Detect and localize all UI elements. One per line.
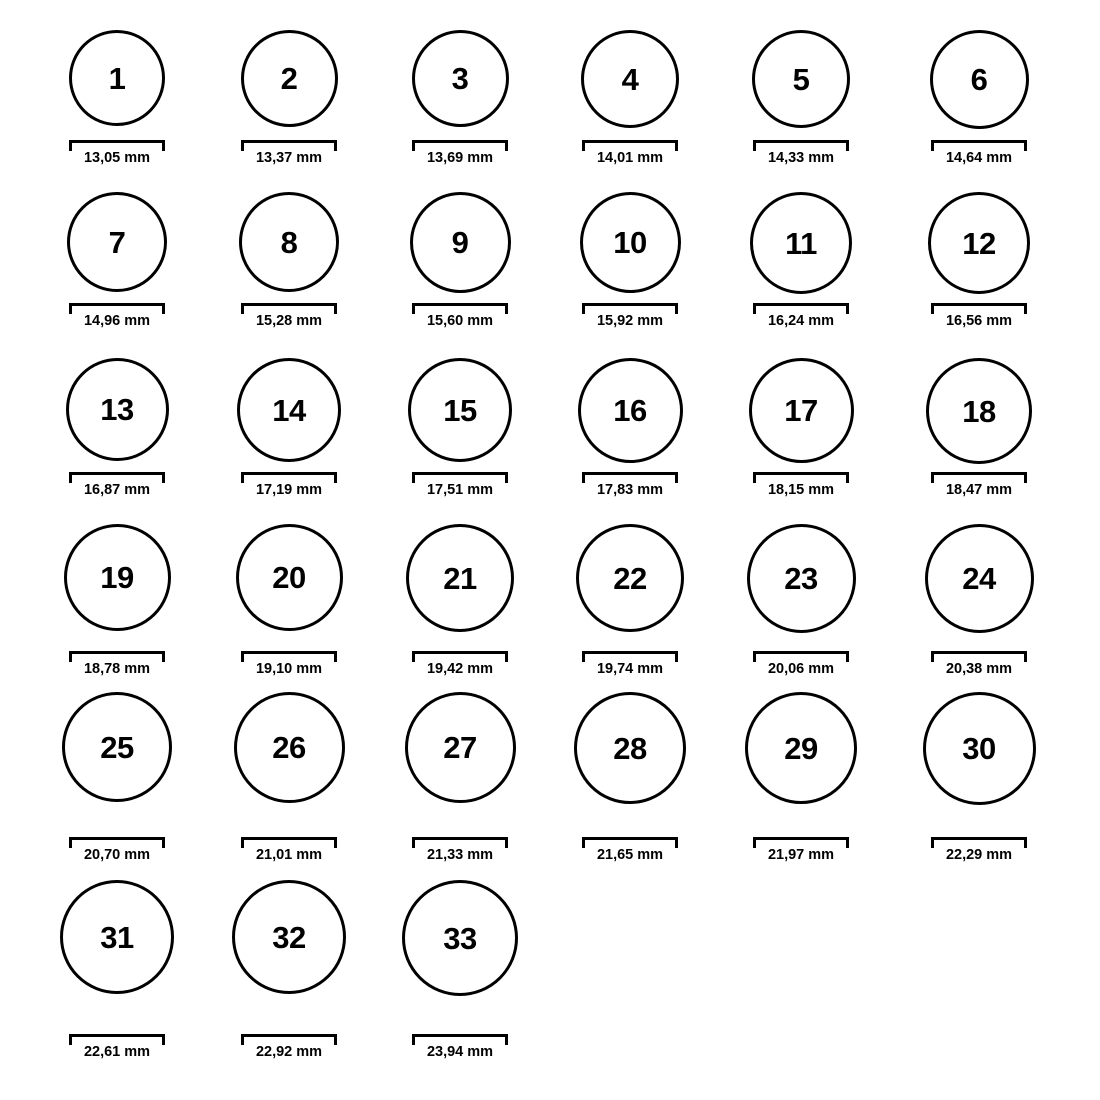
ring-diameter-label: 14,64 mm [945, 150, 1013, 166]
ring-circle [926, 358, 1032, 464]
ring-size-number: 3 [451, 61, 469, 96]
ring-size-cell [909, 692, 1049, 863]
ring-size-number: 15 [443, 392, 477, 428]
measure-bar [241, 140, 337, 143]
measure-bar [412, 651, 508, 654]
ring-diameter-label: 13,05 mm [83, 150, 151, 166]
ring-size-cell [390, 358, 530, 498]
ring-size-number: 16 [613, 393, 647, 428]
ring-circle [64, 524, 171, 631]
ring-size-cell [219, 692, 359, 863]
ring-circle [578, 358, 683, 463]
ring-size-number: 12 [962, 225, 996, 261]
ring-diameter-label: 23,94 mm [426, 1044, 494, 1060]
ring-diameter-label: 14,01 mm [596, 150, 664, 166]
ring-circle [580, 192, 681, 293]
ring-circle [747, 524, 856, 633]
ring-diameter-label: 20,06 mm [767, 661, 835, 677]
measure-bar [69, 303, 165, 306]
ring-size-cell [47, 524, 187, 677]
ring-size-cell [219, 880, 359, 1060]
ring-circle [752, 30, 850, 128]
ring-circle [234, 692, 345, 803]
ring-circle [402, 880, 518, 996]
ring-size-number: 32 [272, 919, 306, 955]
ring-size-number: 1 [108, 60, 126, 96]
ring-diameter-label: 20,70 mm [83, 847, 151, 863]
measure-bar [931, 651, 1027, 654]
ring-circle [69, 30, 165, 126]
measure-bar [241, 472, 337, 475]
ring-size-cell [909, 358, 1049, 498]
measure-bar [69, 140, 165, 143]
ring-size-cell [47, 192, 187, 329]
measure-bar [582, 303, 678, 306]
ring-size-number: 27 [443, 730, 477, 765]
ring-size-cell [390, 880, 530, 1060]
measure-bar [931, 303, 1027, 306]
ring-size-cell [560, 358, 700, 498]
ring-size-number: 21 [443, 560, 477, 596]
ring-diameter-label: 17,83 mm [596, 482, 664, 498]
ring-diameter-label: 14,96 mm [83, 313, 151, 329]
ring-size-number: 30 [962, 731, 996, 766]
ring-size-cell [47, 692, 187, 863]
ring-diameter-label: 19,42 mm [426, 661, 494, 677]
measure-bar [69, 1034, 165, 1037]
ring-diameter-label: 21,01 mm [255, 847, 323, 863]
ring-size-cell [560, 692, 700, 863]
ring-size-number: 11 [785, 225, 817, 261]
ring-circle [405, 692, 516, 803]
measure-bar [412, 1034, 508, 1037]
ring-circle [408, 358, 512, 462]
ring-diameter-label: 14,33 mm [767, 150, 835, 166]
ring-size-cell [47, 880, 187, 1060]
measure-bar [69, 651, 165, 654]
ring-size-cell [390, 692, 530, 863]
ring-diameter-label: 18,78 mm [83, 661, 151, 677]
ring-diameter-label: 13,37 mm [255, 150, 323, 166]
ring-size-cell [47, 30, 187, 166]
ring-size-cell [219, 524, 359, 677]
ring-diameter-label: 15,60 mm [426, 313, 494, 329]
ring-size-cell [909, 524, 1049, 677]
measure-bar [241, 651, 337, 654]
measure-bar [753, 651, 849, 654]
ring-diameter-label: 21,97 mm [767, 847, 835, 863]
measure-bar [753, 837, 849, 840]
ring-circle [62, 692, 172, 802]
ring-size-number: 5 [792, 61, 810, 97]
measure-bar [582, 837, 678, 840]
measure-bar [241, 303, 337, 306]
ring-size-cell [731, 192, 871, 329]
ring-size-cell [560, 30, 700, 166]
ring-diameter-label: 16,56 mm [945, 313, 1013, 329]
ring-size-number: 29 [784, 730, 818, 766]
ring-circle [750, 192, 852, 294]
ring-size-number: 8 [280, 224, 298, 260]
ring-circle [925, 524, 1034, 633]
ring-size-number: 18 [962, 393, 996, 429]
ring-size-number: 17 [784, 393, 818, 428]
ring-diameter-label: 21,33 mm [426, 847, 494, 863]
ring-size-cell [390, 524, 530, 677]
ring-diameter-label: 20,38 mm [945, 661, 1013, 677]
ring-size-cell [731, 524, 871, 677]
ring-diameter-label: 13,69 mm [426, 150, 494, 166]
ring-circle [236, 524, 343, 631]
measure-bar [69, 837, 165, 840]
ring-size-number: 14 [272, 392, 306, 428]
ring-diameter-label: 16,87 mm [83, 482, 151, 498]
ring-diameter-label: 15,92 mm [596, 313, 664, 329]
ring-circle [232, 880, 346, 994]
ring-size-cell [390, 192, 530, 329]
ring-size-number: 31 [100, 919, 134, 955]
measure-bar [753, 472, 849, 475]
ring-circle [576, 524, 684, 632]
ring-diameter-label: 17,19 mm [255, 482, 323, 498]
ring-size-number: 23 [784, 561, 818, 596]
ring-size-cell [731, 692, 871, 863]
ring-size-number: 33 [443, 920, 477, 956]
measure-bar [753, 303, 849, 306]
ring-diameter-label: 18,15 mm [767, 482, 835, 498]
ring-circle [928, 192, 1030, 294]
ring-size-number: 28 [613, 730, 647, 766]
measure-bar [931, 837, 1027, 840]
measure-bar [582, 472, 678, 475]
ring-size-cell [560, 524, 700, 677]
ring-diameter-label: 18,47 mm [945, 482, 1013, 498]
ring-diameter-label: 16,24 mm [767, 313, 835, 329]
ring-size-number: 9 [451, 225, 469, 260]
measure-bar [69, 472, 165, 475]
ring-size-number: 7 [108, 224, 126, 260]
ring-diameter-label: 22,29 mm [945, 847, 1013, 863]
measure-bar [582, 140, 678, 143]
ring-size-cell [219, 358, 359, 498]
ring-size-cell [909, 30, 1049, 166]
measure-bar [753, 140, 849, 143]
measure-bar [582, 651, 678, 654]
ring-circle [66, 358, 169, 461]
ring-size-cell [731, 358, 871, 498]
ring-circle [410, 192, 511, 293]
ring-size-number: 10 [613, 225, 647, 260]
ring-circle [412, 30, 509, 127]
measure-bar [931, 140, 1027, 143]
ring-diameter-label: 17,51 mm [426, 482, 494, 498]
measure-bar [931, 472, 1027, 475]
ring-size-number: 20 [272, 560, 306, 595]
ring-circle [241, 30, 338, 127]
ring-size-cell [731, 30, 871, 166]
ring-circle [574, 692, 686, 804]
measure-bar [241, 1034, 337, 1037]
ring-circle [930, 30, 1029, 129]
ring-diameter-label: 22,92 mm [255, 1044, 323, 1060]
ring-size-number: 2 [280, 61, 298, 96]
ring-diameter-label: 19,74 mm [596, 661, 664, 677]
ring-circle [60, 880, 174, 994]
ring-diameter-label: 15,28 mm [255, 313, 323, 329]
ring-circle [406, 524, 514, 632]
ring-size-cell [219, 30, 359, 166]
ring-circle [237, 358, 341, 462]
measure-bar [412, 837, 508, 840]
ring-circle [749, 358, 854, 463]
ring-circle [745, 692, 857, 804]
ring-size-number: 13 [100, 392, 134, 427]
measure-bar [241, 837, 337, 840]
ring-size-number: 25 [100, 729, 134, 765]
ring-diameter-label: 22,61 mm [83, 1044, 151, 1060]
ring-diameter-label: 19,10 mm [255, 661, 323, 677]
ring-size-number: 4 [621, 61, 639, 97]
ring-size-number: 6 [970, 62, 988, 97]
measure-bar [412, 140, 508, 143]
ring-circle [923, 692, 1036, 805]
measure-bar [412, 303, 508, 306]
ring-diameter-label: 21,65 mm [596, 847, 664, 863]
ring-size-cell [909, 192, 1049, 329]
ring-size-cell [390, 30, 530, 166]
ring-circle [239, 192, 339, 292]
ring-circle [581, 30, 679, 128]
measure-bar [412, 472, 508, 475]
ring-size-cell [560, 192, 700, 329]
ring-size-cell [219, 192, 359, 329]
ring-size-number: 19 [100, 560, 134, 595]
ring-size-number: 24 [962, 561, 996, 596]
ring-size-cell [47, 358, 187, 498]
ring-size-number: 22 [613, 560, 647, 596]
ring-size-number: 26 [272, 730, 306, 765]
ring-circle [67, 192, 167, 292]
